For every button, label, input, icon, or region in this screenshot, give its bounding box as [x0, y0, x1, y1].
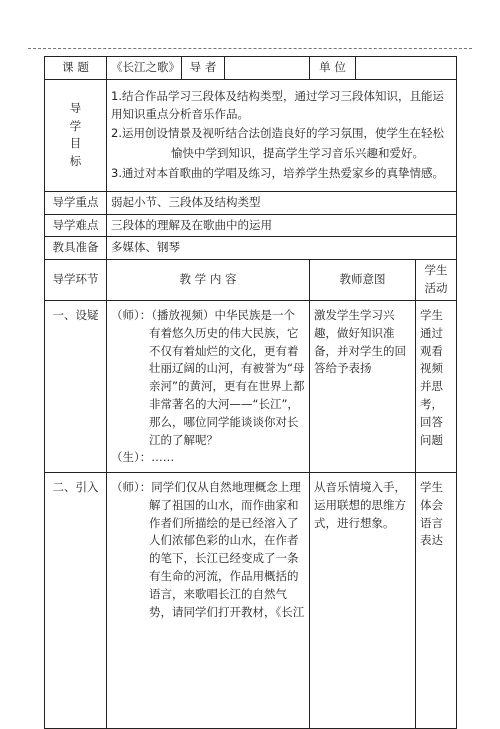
goal-item: 3.通过对本首歌曲的学唱及练习，培养学生热爱家乡的真挚情感。	[111, 166, 444, 181]
guide-value	[225, 57, 310, 80]
difficulty-value: 三段体的理解及在歌曲中的运用	[107, 214, 457, 237]
materials-label: 教具准备	[45, 237, 107, 260]
header-dashed-line	[28, 48, 472, 49]
unit-label: 单 位	[310, 57, 356, 80]
course-header-row	[45, 57, 457, 80]
section-content	[107, 300, 310, 472]
student-activity: 学生体会语言表达	[416, 472, 457, 728]
activity-header: 学生活动	[416, 260, 457, 301]
materials-value: 多媒体、钢琴	[107, 237, 457, 260]
unit-value	[356, 57, 457, 80]
goals-content	[107, 79, 457, 191]
teacher-dialogue: （师）：同学们仅从自然地理概念上理解了祖国的山水，而作曲家和作者们所描绘的是已经溶入了人们浓郁色彩的山水，在作者的笔下，长江已经变成了一条有生命的河流，作品用概括的语言，来歌唱长江的自然气势，请同学们打开教材，《长江	[111, 479, 305, 619]
difficulty-row	[45, 214, 457, 237]
goal-item: 1.结合作品学习三段体及结构类型，通过学习三段体知识，且能运用知识重点分析音乐作品。	[111, 88, 444, 121]
stage-header: 导学环节	[45, 260, 107, 301]
focus-value: 弱起小节、三段体及结构类型	[107, 191, 457, 214]
focus-label: 导学重点	[45, 191, 107, 214]
intent-header: 教师意图	[310, 260, 416, 301]
section-content	[107, 472, 310, 728]
section-header-row	[45, 260, 457, 301]
section-row	[45, 472, 457, 728]
teacher-intent: 激发学生学习兴趣，做好知识准备，并对学生的回答给予表扬	[310, 300, 416, 472]
teacher-dialogue: （师）：（播放视频）中华民族是一个有着悠久历史的伟大民族，它不仅有着灿烂的文化，更有着壮丽辽阔的山河，有被誉为“母亲河”的黄河，更有在世界上都非常著名的大河——“长江”，那么，哪位同学能谈谈你对长江的了解呢？	[111, 307, 305, 447]
goal-item: 愉快中学到知识，提高学生学习音乐兴趣和爱好。	[171, 146, 424, 161]
stage-label: 一、设疑	[45, 300, 107, 472]
difficulty-label: 导学难点	[45, 214, 107, 237]
section-row	[45, 300, 457, 472]
guide-label: 导 者	[182, 57, 225, 80]
student-activity: 学生通过观看视频并思考，回答问题	[416, 300, 457, 472]
course-label: 课 题	[45, 57, 107, 80]
goals-row	[45, 79, 457, 191]
stage-label: 二、引入	[45, 472, 107, 728]
goals-label: 导 学 目 标	[45, 79, 107, 191]
content-header: 教 学 内 容	[107, 260, 310, 301]
materials-row	[45, 237, 457, 260]
student-dialogue: （生）：……	[111, 450, 175, 465]
teacher-intent: 从音乐情境入手，运用联想的思维方式，进行想象。	[310, 472, 416, 728]
focus-row	[45, 191, 457, 214]
lesson-plan-table	[44, 56, 457, 729]
course-title: 《长江之歌》	[107, 57, 182, 80]
goal-item: 2.运用创设情景及视听结合法创造良好的学习氛围，使学生在轻松	[111, 126, 444, 141]
